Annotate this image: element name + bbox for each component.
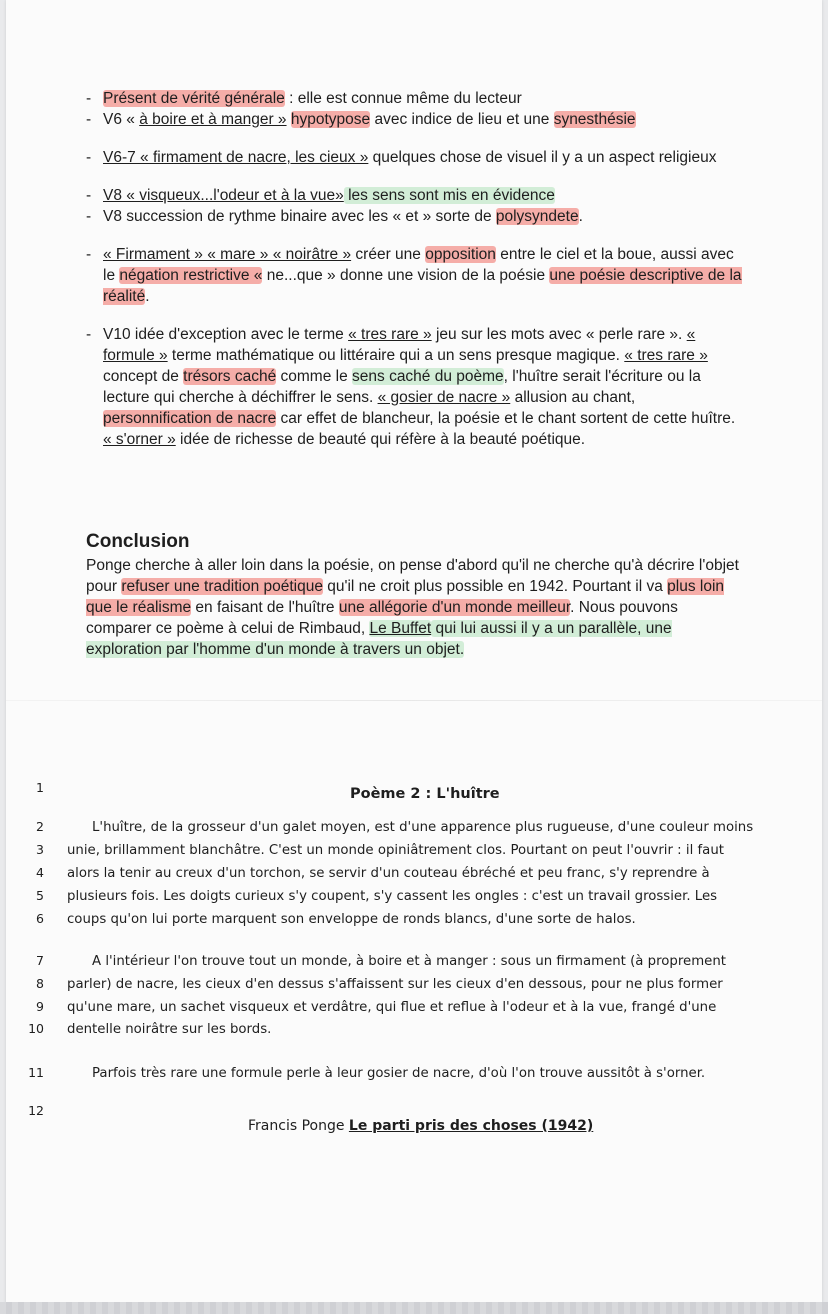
line-number: 11 [28,1065,44,1080]
list-item: - V10 idée d'exception avec le terme « tres rare » jeu sur les mots avec « perle rare ». « formule » terme mathématique ou littéraire qui a un sens presque magique. « tres rare » concept de trésors caché comme le sens caché du poème, l'huître serait l'écriture ou la lecture qui cherche à déchiffrer le sens. « gosier de nacre » allusion au chant, personnification de nacre car effet de blancheur, la poésie et le chant sortent de cette huître. « s'orner » idée de richesse de beauté qui réfère à la beauté poétique. [86,324,746,450]
poem-line: alors la tenir au creux d'un torchon, se servir d'un couteau ébréché et peu franc, s'y reprendre à [67,866,710,881]
poem-line: qu'une mare, un sachet visqueux et verdâtre, qui flue et reflue à l'odeur et à la vue, frangé d'une [67,1000,717,1015]
notes-group-1 [86,88,746,130]
analysis-notes [86,88,746,450]
line-number: 9 [36,999,44,1014]
line-number: 12 [28,1103,44,1118]
line-number: 6 [36,911,44,926]
poem-line: coups qu'on lui porte marquent son enveloppe de ronds blancs, d'une sorte de halos. [67,912,636,927]
poem-line: unie, brillamment blanchâtre. C'est un monde opiniâtrement clos. Pourtant on peut l'ouvrir : il faut [67,843,724,858]
book-title: Le parti pris des choses (1942) [348,1118,594,1134]
poem-line: L'huître, de la grosseur d'un galet moyen, est d'une apparence plus rugueuse, d'une couleur moins [92,820,754,835]
notes-group-4 [86,244,746,307]
poem-line: dentelle noirâtre sur les bords. [67,1022,272,1037]
poem-line: plusieurs fois. Les doigts curieux s'y coupent, s'y cassent les ongles : c'est un travail grossier. Les [67,889,718,904]
list-item: - « Firmament » « mare » « noirâtre » créer une opposition entre le ciel et la boue, aussi avec le négation restrictive « ne...que » donne une vision de la poésie une poésie descriptive de la réalité. [86,244,746,307]
conclusion-text: Ponge cherche à aller loin dans la poésie, on pense d'abord qu'il ne cherche qu'à décrire l'objet pour refuser une tradition poétique qu'il ne croit plus possible en 1942. Pourtant il va plus loin que le réalisme en faisant de l'huître une allégorie d'un monde meilleur. Nous pouvons comparer ce poème à celui de Rimbaud, Le Buffet qui lui aussi il y a un parallèle, une exploration par l'homme d'un monde à travers un objet. [86,557,739,658]
conclusion-heading: Conclusion [86,531,190,552]
line-number: 7 [36,953,44,968]
poem-title: Poème 2 : L'huître [350,786,500,802]
line-number: 1 [36,780,44,795]
list-item: - Présent de vérité générale : elle est connue même du lecteur [86,88,746,109]
author-name: Francis Ponge [248,1118,349,1134]
line-number: 8 [36,976,44,991]
sheet-bottom-edge [0,1302,828,1314]
poem-line: A l'intérieur l'on trouve tout un monde, à boire et à manger : sous un firmament (à proprement [92,954,726,969]
conclusion-section [86,530,746,660]
poem-attribution [248,1118,593,1134]
line-number: 3 [36,842,44,857]
list-item: - V6-7 « firmament de nacre, les cieux » quelques chose de visuel il y a un aspect religieux [86,147,746,168]
poem-line: parler) de nacre, les cieux d'en dessus s'affaissent sur les cieux d'en dessous, pour ne plus former [67,977,723,992]
page-fold-line [6,700,822,701]
line-number: 2 [36,819,44,834]
notes-group-2 [86,147,746,168]
poem-line: Parfois très rare une formule perle à leur gosier de nacre, d'où l'on trouve aussitôt à s'orner. [92,1066,706,1081]
list-item: - V6 « à boire et à manger » hypotypose avec indice de lieu et une synesthésie [86,109,746,130]
notes-group-3 [86,185,746,227]
line-number: 5 [36,888,44,903]
line-number: 10 [28,1021,44,1036]
notes-group-5 [86,324,746,450]
list-item: - V8 « visqueux...l'odeur et à la vue» les sens sont mis en évidence [86,185,746,206]
list-item: - V8 succession de rythme binaire avec les « et » sorte de polysyndete. [86,206,746,227]
line-number: 4 [36,865,44,880]
